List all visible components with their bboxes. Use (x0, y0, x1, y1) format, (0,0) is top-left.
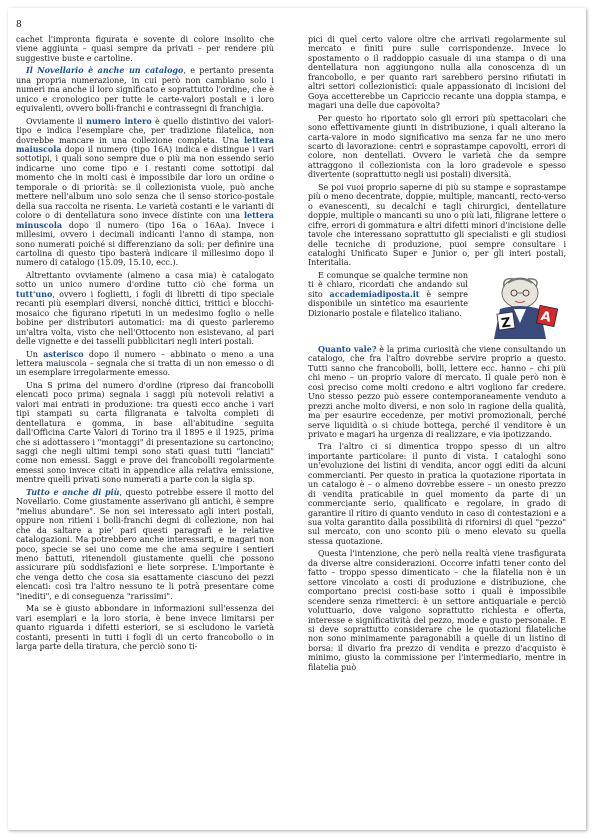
paragraph-catalogo: Il Novellario è anche un catalogo, e pertanto presenta una propria numerazione, in cui però non cambiano solo i numeri ma anche il loro significato e soprattutto l'ordine, che è unico e cronologico per tutte le carte-valori postali e i loro equivalenti, ovvero bolli-franchi e contrassegni di franchigia. (16, 65, 274, 114)
paragraph-intenzione: Questa l'intenzione, che però nella realtà viene trasfigurata da diverse altre considerazioni. Occorre infatti tener conto del fatto – troppo spesso dimenticato – che la filatelia non è un settore vincolato a costi di produzione e distribuzione, che comportano precisi costi-base sotto i quali è impossibile scendere senza rimetterci: è un settore antiquariale e perciò voluttuario, dove valgono soprattutto richiesta e offerta, interesse e significatività del pezzo, mode e gusto personale. E si deve soprattutto considerare che le quotazioni filateliche non sono minimamente paragonabili a quelle di un listino di borsa: il divario fra prezzo di vendita e prezzo d'acquisto è minimo, giusto la commissione per l'intermediario, mentre in filatelia può (308, 549, 566, 672)
website-link[interactable]: accademiadiposta.it (329, 288, 420, 299)
professor-az-icon (474, 273, 566, 343)
paragraph-saggi: Una S prima del numero d'ordine (ripreso dai francobolli elencati poco prima) segnala i saggi più notevoli relativi a valori mai entrati in produzione: tra questi ecco anche i vari tipi stampati su carta filigranata e talvolta completi di dentellatura e gomma, in base all'abitudine seguita dall'Officina Carte Valori di Torino tra il 1895 e il 1925, prima che si adottassero i "montaggi" di presentazione su cartoncino; saggi che negli ultimi tempi sono stati quasi tutti "lanciati" come non emessi. Saggi e prove dei francobolli regolarmente emessi sono invece citati in appendice alla relativa emissione, mentre quelli privati sono numerati a parte con la sigla sp. (16, 380, 274, 485)
section-heading-tutto: Tutto e anche di più (26, 486, 120, 497)
paragraph-asterisco: Un asterisco dopo il numero – abbinato o meno a una lettera maiuscola – segnala che si tratta di un non emesso o di un esemplare irregolarmente emesso. (16, 348, 274, 378)
keyword-tuttuno: tutt'uno (16, 288, 53, 299)
paragraph-numerazione: Ovviamente il numero intero è quello distintivo dei valori-tipo e indica l'esemplare che, per tradizione filatelica, non dovrebbe mancare in una collezione completa. Una lettera maiuscola dopo il numero (tipo 16A) indica e distingue i vari sottotipi, i quali sono sempre due o più ma non essendo serio indicarne uno come tipo e i restanti come sottotipi dal momento che in molti casi è impossibile dar loro un ordine o temporale o di priorità: se il collezionista vuole, può anche mettere nell'album uno solo senza che il senso storico-postale della sua raccolta ne risenta. Le varietà costanti e le varianti di colore o di dentellatura sono invece distinte con una lettera minuscola dopo il numero (tipo 16a o 16Aa). Invece i millesimi, ovvero i decimali indicanti l'anno di stampa, non sono numerati poiché si differenziano da soli: per definire una cartolina di questo tipo basterà indicare il millesimo dopo il numero di catalogo (15.09, 15.10, ecc.). (16, 115, 274, 268)
keyword-asterisco: asterisco (43, 348, 84, 359)
paragraph-quanto-vale: Quanto vale? è la prima curiosità che viene consultando un catalogo, che fra l'altro dovrebbe servire proprio a questo. Tutti sanno che francobolli, bolli, lettere ecc. hanno – chi più chi meno – un proprio valore di mercato. Il quale però non è così preciso come molti credono e altri vogliono far credere. Uno stesso pezzo può essere contemporaneamente venduto a prezzi anche molto diversi, e non solo in ragione della qualità, ma per esaurire eccedenze, per motivi promozionali, perché serve liquidità o si chiude bottega, perché il venditore è un privato e magari ha urgenza di realizzare, e via ipotizzando. (308, 343, 567, 439)
keyword-numero-intero: numero intero (86, 115, 152, 126)
paragraph: pici di quel certo valore oltre che arrivati regolarmente sul mercato e finiti pure sulle corrispondenze. Invece lo spostamento o il raddoppio casuale di una stampa o di una dentellatura non aggiungono nulla alla conoscenza di un francobollo, e per quanto rari sarebbero persino rifiutati in altri settori collezionistici: quale appassionato di incisioni del Goya accetterebbe un Capriccio recante una doppia stampa, e magari una delle due capovolta? (308, 35, 566, 111)
paragraph-difetti: Ma se è giusto abbondare in informazioni sull'essenza dei vari esemplari e la loro storia, è bene invece limitarsi per quanto riguarda i difetti esteriori, se si escludono le varietà costanti, presenti in tutti i fogli di un certo francobollo o in larga parte della tiratura, che perciò sono ti- (16, 604, 274, 652)
left-column (16, 35, 274, 655)
right-column (308, 35, 566, 675)
keyword-lettera-minuscola: lettera minuscola (16, 210, 274, 230)
section-heading-catalogo: Il Novellario è anche un catalogo (26, 65, 184, 76)
paragraph-tutto: Tutto e anche di più, questo potrebbe essere il motto del Novellario. Come giustamente asserivano gli antichi, è sempre "melius abundare". Se non sei interessato agli interi postali, oppure non ritieni i bolli-franchi degni di collezione, non hai che da saltare a pie' pari questi paragrafi e le relative catalogazioni. Ma potrebbero anche interessarti, e magari non poco, specie se sei uno come me che ama seguire i sentieri meno battuti, ritenendoli giustamente quelli che possono assicurare più soddisfazioni e liete sorprese. L'importante è che venga detto che cosa sia esattamente ciascuno dei pezzi elencati: così tra l'altro nessuno te li potrà presentare come "inediti", e di conseguenza "rarissimi". (16, 486, 274, 601)
paragraph-tuttuno: Altrettanto ovviamente (almeno a casa mia) è catalogato sotto un unico numero d'ordine tutto ciò che forma un tutt'uno, ovvero i foglietti, i fogli di libretti di tipo speciale recanti più esemplari diversi, nonché dittici, trittici e blocchi-mosaico che figurano ripetuti in un medesimo foglio o nelle bobine per distributori automatici: ma di questo parleremo un'altra volta, visto che nell'Ottocento non esistevano, al pari delle vignette e dei tasselli pubblicitari negli interi postali. (16, 270, 274, 347)
paragraph-errori: Per questo ho riportato solo gli errori più spettacolari che sono effettivamente giunti in distribuzione, i quali alterano la carta-valore in modo significativo ma senza far ne uno mero scarto di lavorazione: centri e soprastampe capovolti, errori di colore, non dentellati. Ovvero le varietà che da sempre attraggono il collezionista con la loro gradevole e spesso divertente (soprattutto negli usi postali) diversità. (308, 113, 566, 180)
page-number: 8 (16, 20, 22, 30)
section-heading-quanto-vale: Quanto vale? (318, 343, 377, 354)
paragraph-stampe: Se poi vuoi proprio saperne di più su stampe e soprastampe più o meno decentrate, doppie, multiple, mancanti, recto-verso o evanescenti, su decalchi e tagli chirurgici, dentellature doppie, multiple o mancanti su uno o più lati, filigrane lettere o cifre, errori di gommatura e altri difetti minori d'incisione delle tavole che interessano soprattutto gli specialisti e gli studiosi delle tecniche di produzione, puoi sempre consultare i cataloghi Unificato Super e Junior o, per gli interi postali, Interitalia. (308, 182, 566, 268)
svg-text:Z: Z (500, 315, 512, 332)
paragraph-punto-di-vista: Tra l'altro ci si dimentica troppo spesso di un altro importante particolare: il punto di vista. I cataloghi sono un'evoluzione dei listini di vendita, ancor oggi editi da alcuni commercianti. Per questo in pratica la quotazione riportata in un catalogo è – o almeno dovrebbe essere – un onesto prezzo di vendita praticabile in quel momento da parte di un commerciante serio, qualificato e regolare, in grado di garantire il ritiro di quanto venduto in caso di contestazioni e a sua volta garantito dalla possibilità di rifornirsi di quel "pezzo" sul mercato, con uno sconto più o meno elevato su quella stessa quotazione. (308, 442, 566, 546)
paragraph: cachet l'impronta figurata e sovente di colore insolito che viene aggiunta – quasi sempre da privati – per rendere più suggestive buste e cartoline. (16, 35, 274, 63)
illustration-dictionary-icon (474, 273, 566, 343)
paragraph-dizionario: Z A E comunque se qualche termine non ti è chiaro, ricordati che andando sul sito accademiadiposta.it è sempre disponibile un sintetico ma esauriente Dizionario postale e filatelico italiano. (308, 271, 566, 318)
keyword-lettera-maiuscola: lettera maiuscola (16, 134, 274, 154)
svg-text:A: A (539, 308, 553, 326)
